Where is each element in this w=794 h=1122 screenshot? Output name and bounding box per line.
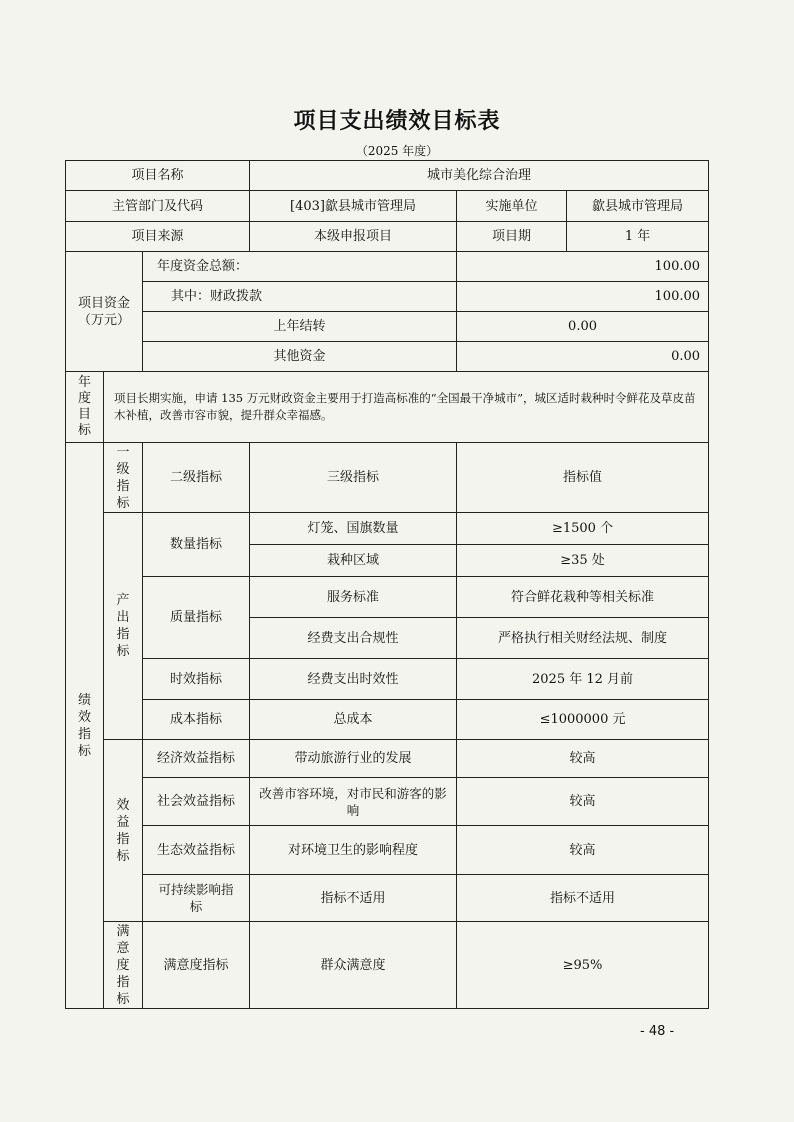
- funds-label-line1: 项目资金: [77, 295, 130, 311]
- indicator-name: 对环境卫生的影响程度: [250, 826, 457, 875]
- page-title: 项目支出绩效目标表: [293, 109, 501, 134]
- funds-fiscal-label: 其中：财政拨款: [143, 282, 457, 312]
- header-level1: 一级指标: [104, 443, 143, 513]
- benefit-indicator-label: 效益指标: [104, 740, 143, 922]
- indicator-value: 指标不适用: [457, 875, 709, 922]
- indicator-name: 服务标准: [250, 577, 457, 618]
- impl-unit-value: 歙县城市管理局: [567, 191, 709, 222]
- indicator-name: 指标不适用: [250, 875, 457, 922]
- funds-carry-label: 上年结转: [143, 312, 457, 342]
- page-number: - 48 -: [640, 1024, 675, 1039]
- indicator-value: ≥95%: [457, 922, 709, 1009]
- funds-total-value: 100.00: [457, 252, 709, 282]
- goal-text: 项目长期实施，申请 135 万元财政资金主要用于打造高标准的“全国最干净城市”，城区适时栽种时令鲜花及草皮苗木补植，改善市容市貌，提升群众幸福感。: [104, 372, 709, 443]
- indicator-value: 2025 年 12 月前: [457, 659, 709, 700]
- goal-label: [66, 372, 104, 443]
- quantity-indicator-label: 数量指标: [143, 513, 250, 577]
- header-value: 指标值: [457, 443, 709, 513]
- indicator-name: 改善市容环境，对市民和游客的影响: [250, 778, 457, 826]
- indicator-name: 栽种区域: [250, 545, 457, 577]
- indicator-name: 群众满意度: [250, 922, 457, 1009]
- indicator-name: 带动旅游行业的发展: [250, 740, 457, 778]
- funds-fiscal-value: 100.00: [457, 282, 709, 312]
- dept-value: [403]歙县城市管理局: [250, 191, 457, 222]
- output-indicator-label: 产出指标: [104, 513, 143, 740]
- project-name-value: 城市美化综合治理: [250, 161, 709, 191]
- indicator-name: 经费支出合规性: [250, 618, 457, 659]
- funds-other-value: 0.00: [457, 342, 709, 372]
- indicator-value: ≥1500 个: [457, 513, 709, 545]
- period-value: 1 年: [567, 222, 709, 252]
- cost-indicator-label: 成本指标: [143, 700, 250, 740]
- indicator-value: 严格执行相关财经法规、制度: [457, 618, 709, 659]
- indicator-name: 经费支出时效性: [250, 659, 457, 700]
- indicators-section-label: 绩效指标: [66, 443, 104, 1009]
- sat-indicator-label: 满意度指标: [143, 922, 250, 1009]
- indicator-name: 总成本: [250, 700, 457, 740]
- indicator-value: 较高: [457, 740, 709, 778]
- funds-label: [66, 252, 143, 372]
- dept-label: 主管部门及代码: [66, 191, 250, 222]
- eco-indicator-label: 生态效益指标: [143, 826, 250, 875]
- funds-carry-value: 0.00: [457, 312, 709, 342]
- funds-label-line2: （万元）: [77, 312, 130, 328]
- indicator-name: 灯笼、国旗数量: [250, 513, 457, 545]
- indicator-value: ≤1000000 元: [457, 700, 709, 740]
- funds-other-label: 其他资金: [143, 342, 457, 372]
- indicator-value: 较高: [457, 778, 709, 826]
- source-value: 本级申报项目: [250, 222, 457, 252]
- impl-unit-label: 实施单位: [457, 191, 567, 222]
- period-label: 项目期: [457, 222, 567, 252]
- funds-total-label: 年度资金总额：: [143, 252, 457, 282]
- goal-label-text: 年度目标: [77, 375, 91, 438]
- sustain-indicator-label: 可持续影响指标: [143, 875, 250, 922]
- project-name-label: 项目名称: [66, 161, 250, 191]
- source-label: 项目来源: [66, 222, 250, 252]
- social-indicator-label: 社会效益指标: [143, 778, 250, 826]
- performance-table: [65, 160, 709, 1009]
- satisfaction-indicator-label: 满意度指标: [104, 922, 143, 1009]
- header-level3: 三级指标: [250, 443, 457, 513]
- indicator-value: 符合鲜花栽种等相关标准: [457, 577, 709, 618]
- indicator-value: 较高: [457, 826, 709, 875]
- header-level2: 二级指标: [143, 443, 250, 513]
- quality-indicator-label: 质量指标: [143, 577, 250, 659]
- time-indicator-label: 时效指标: [143, 659, 250, 700]
- year-label: （2025 年度）: [355, 144, 439, 158]
- econ-indicator-label: 经济效益指标: [143, 740, 250, 778]
- indicator-value: ≥35 处: [457, 545, 709, 577]
